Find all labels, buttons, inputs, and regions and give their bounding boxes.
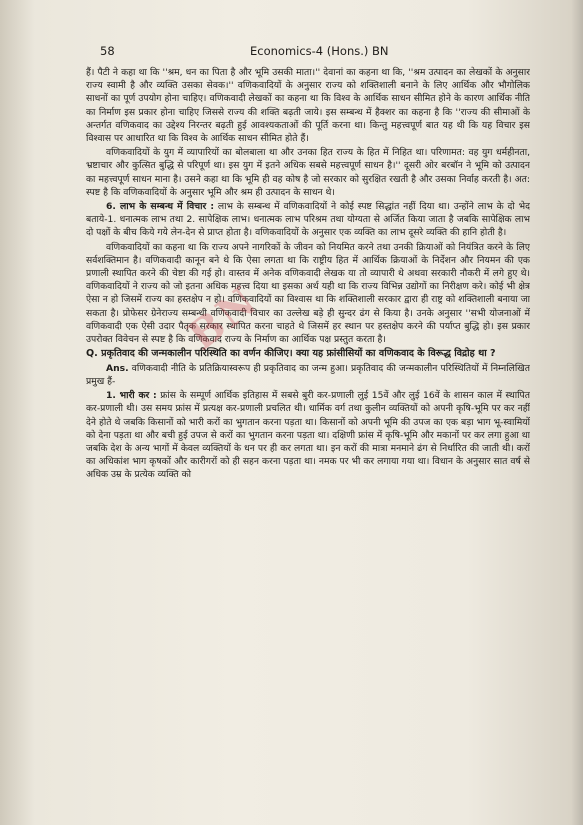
section-heading: 1. भारी कर : [106,390,157,402]
paragraph-continued: हैं। पैटी ने कहा था कि ''श्रम, धन का पिता है और भूमि उसकी माता।'' देवानां का कहना था कि, ''श्रम उत्पादन का लेखकों के अनुसार राज्य स्वामी है और व्यक्ति उसका सेवक।'' वणिकवादियों के अनुसार राज्य को शक्तिशाली बनाने के लिए आर्थिक और भौगोलिक साधनों का पूर्ण उपयोग होना चाहिए। वणिकवादी लेखकों का कहना था कि विश्व के आर्थिक साधन सीमित होने के कारण आर्थिक नीति का निर्माण इस प्रकार होना चाहिए जिससे राज्य की शक्ति बढ़ती जाये। इस सम्बन्ध में हैक्शर का कहना है कि ''राज्य की सीमाओं के अन्तर्गत वणिकवाद का उद्देश्य निरन्तर बढ़ती हुई आवश्यकताओं की पूर्ति करना था। किन्तु महत्त्वपूर्ण बात यह थी कि यह विचार इस विश्वास पर आधारित था कि विश्व के आर्थिक साधन सीमित होते हैं। [86,67,530,145]
answer-intro: Ans. वणिकवादी नीति के प्रतिक्रियास्वरूप ही प्रकृतिवाद का जन्म हुआ। प्रकृतिवाद की जन्मकालीन परिस्थितियों में निम्नलिखित प्रमुख हैं- [86,362,530,388]
page-header [100,44,520,60]
paragraph-heavy-tax: 1. भारी कर : फ्रांस के सम्पूर्ण आर्थिक इतिहास में सबसे बुरी कर-प्रणाली लुई 15वें और लुई 16वें के शासन काल में स्थापित कर-प्रणाली थी। उस समय फ्रांस में प्रत्यक्ष कर-प्रणाली प्रचलित थी। धार्मिक वर्ग तथा कुलीन व्यक्तियों को अपनी कृषि-भूमि पर कर नहीं देने होते थे जबकि किसानों को भारी करों का भुगतान करना पड़ता था। किसानों को अपनी भूमि की उपज का एक बड़ा भाग भू-स्वामियों को देना पड़ता था और बची हुई उपज से करों का भुगतान करना पड़ता था। दक्षिणी फ्रांस में कृषि-भूमि और मकानों पर कर लगा हुआ था जबकि देश के अन्य भागों में केवल व्यक्तियों के धन पर ही कर लगता था। इन करों की मात्रा मनमाने ढंग से निर्धारित की जाती थी। करों का अधिकांश भाग कृषकों और कारीगरों को ही सहन करना पड़ता था। नमक पर भी कर लगाया गया था। विधान के अनुसार सात वर्ष से अधिक उम्र के प्रत्येक व्यक्ति को [86,390,530,481]
watermark-stamp: BN [179,276,267,360]
paragraph-mercantilist-era: वणिकवादियों के युग में व्यापारियों का बोलबाला था और उनका हित राज्य के हित में निहित था। परिणामत: वह युग धर्महीनता, भ्रष्टाचार और कुत्सित बुद्धि से परिपूर्ण था। इस युग में इतने अधिक सबसे महत्त्वपूर्ण साधन है।'' दूसरी ओर बरबॉन ने भूमि को उत्पादन का महत्त्वपूर्ण साधन माना है। उसने कहा था कि भूमि ही वह कोष है जो सरकार को सुरक्षित रखती है और उसका निर्वाह करती है। अत: स्पष्ट है कि वणिकवादियों के अनुसार भूमि और श्रम ही उत्पादन के साधन थे। [86,147,530,198]
answer-label: Ans. [106,362,129,374]
question-heading: Q. प्रकृतिवाद की जन्मकालीन परिस्थिति का वर्णन कीजिए। क्या यह फ्रांसीसियों का वणिकवाद के विरूद्ध विद्रोह था ? [86,348,496,360]
paragraph-state-role: वणिकवादियों का कहना था कि राज्य अपने नागरिकों के जीवन को नियमित करने तथा उनकी क्रियाओं को नियंत्रित करने के लिए सर्वशक्तिमान है। वणिकवादी कानून बने थे कि ऐसा लगता था कि राष्ट्रीय हित में आर्थिक क्रियाओं के निर्देशन और नियमन की एक प्रणाली स्थापित करने की चेष्टा की गई हो। वास्तव में अनेक वणिकवादी लेखक या तो व्यापारी थे अथवा सरकारी नौकरी में लगे हुए थे। वणिकवादियों ने राज्य को जो इतना अधिक महत्त्व दिया था इसका अर्थ यही था कि राज्य विभिन्न उद्योगों का निरीक्षण करे। कोई भी क्षेत्र ऐसा न हो जिसमें राज्य का हस्तक्षेप न हो। वणिकवादियों का विश्वास था कि शक्तिशाली सरकार द्वारा ही राष्ट्र को शक्तिशाली बनाया जा सकता है। प्रोफेसर ग्रेनेराज्य सम्बन्धी वणिकवादी विचार का उल्लेख बड़े ही सुन्दर ढंग से किया है। उनके अनुसार ''सभी योजनाओं में वणिकवादी एक ऐसी उदार पैतृक सरकार स्थापित करना चाहते थे जिसमें हर स्थान पर हस्तक्षेप करने की पर्याप्त बुद्धि हो। इस प्रकार उपरोक्त विवेचन से स्पष्ट है कि वणिकवाद राज्य के निर्माण का आर्थिक पक्ष प्रस्तुत करता है। [86,241,530,346]
page-number: 58 [100,44,115,58]
paragraph-profit-views: 6. लाभ के सम्बन्ध में विचार : लाभ के सम्बन्ध में वणिकवादियों ने कोई स्पष्ट सिद्धांत नहीं दिया था। उन्होंने लाभ के दो भेद बताये-1. धनात्मक लाभ तथा 2. सापेक्षिक लाभ। धनात्मक लाभ परिश्रम तथा योग्यता से अर्जित किया जाता है जबकि सापेक्षिक लाभ दो पक्षों के बीच किये गये लेन-देन से प्राप्त होता है। वणिकवादियों के अनुसार एक व्यक्ति का लाभ दूसरे व्यक्ति की हानि होती है। [86,201,530,239]
running-title: Economics-4 (Hons.) BN [250,44,389,58]
page-edge-shadow [571,0,583,825]
section-heading: 6. लाभ के सम्बन्ध में विचार : [106,201,215,213]
page-body [86,66,530,810]
